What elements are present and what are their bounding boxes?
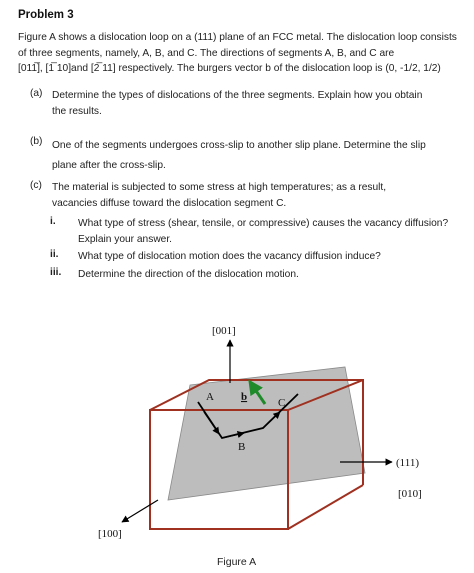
plane-111-label: (111) <box>396 457 420 469</box>
question-a-line-2: the results. <box>52 105 102 117</box>
intro-line-1: Figure A shows a dislocation loop on a (111) plane of an FCC metal. The dislocation loop consists <box>18 32 457 43</box>
question-a-line-1: Determine the types of dislocations of the three segments. Explain how you obtain <box>52 90 423 101</box>
intro-line-3: [011̅], [1̅ 10]and [2̅ 11] respectively. The burgers vector b of the dislocation loop is (0, -1/2, 1/2) <box>18 63 441 74</box>
question-b-label: (b) <box>30 136 43 147</box>
axis-010-label: [010] <box>398 488 422 500</box>
intro-line-2: of three segments, namely, A, B, and C. The directions of segments A, B, and C are <box>18 47 395 59</box>
sub-ii-line-1: What type of dislocation motion does the vacancy diffusion induce? <box>78 251 381 262</box>
question-a-label: (a) <box>30 88 43 99</box>
question-c-line-2: vacancies diffuse toward the dislocation segment C. <box>52 197 287 209</box>
question-b-line-1: One of the segments undergoes cross-slip to another slip plane. Determine the slip <box>52 140 426 151</box>
axis-100-arrow <box>122 500 158 522</box>
question-c-label: (c) <box>30 180 42 191</box>
segment-b-label: B <box>238 441 246 453</box>
sub-iii-num: iii. <box>50 267 62 278</box>
sub-iii-line-1: Determine the direction of the dislocation motion. <box>78 269 299 280</box>
box-edge-bottom-right <box>288 485 363 529</box>
plane-111-fill <box>168 367 365 500</box>
burgers-vector-label: b <box>241 391 248 403</box>
question-c-line-1: The material is subjected to some stress at high temperatures; as a result, <box>52 182 387 193</box>
axis-100-label: [100] <box>98 528 122 540</box>
segment-c-label: C <box>278 397 286 409</box>
sub-ii-num: ii. <box>50 249 59 260</box>
sub-i-line-2: Explain your answer. <box>78 233 172 245</box>
problem-title: Problem 3 <box>18 9 74 21</box>
sub-i-line-1: What type of stress (shear, tensile, or compressive) causes the vacancy diffusion? <box>78 218 449 229</box>
axis-001-label: [001] <box>212 325 236 337</box>
sub-i-num: i. <box>50 216 56 227</box>
segment-a-label: A <box>206 391 214 403</box>
question-b-line-2: plane after the cross-slip. <box>52 160 166 171</box>
figure-caption: Figure A <box>217 556 257 568</box>
